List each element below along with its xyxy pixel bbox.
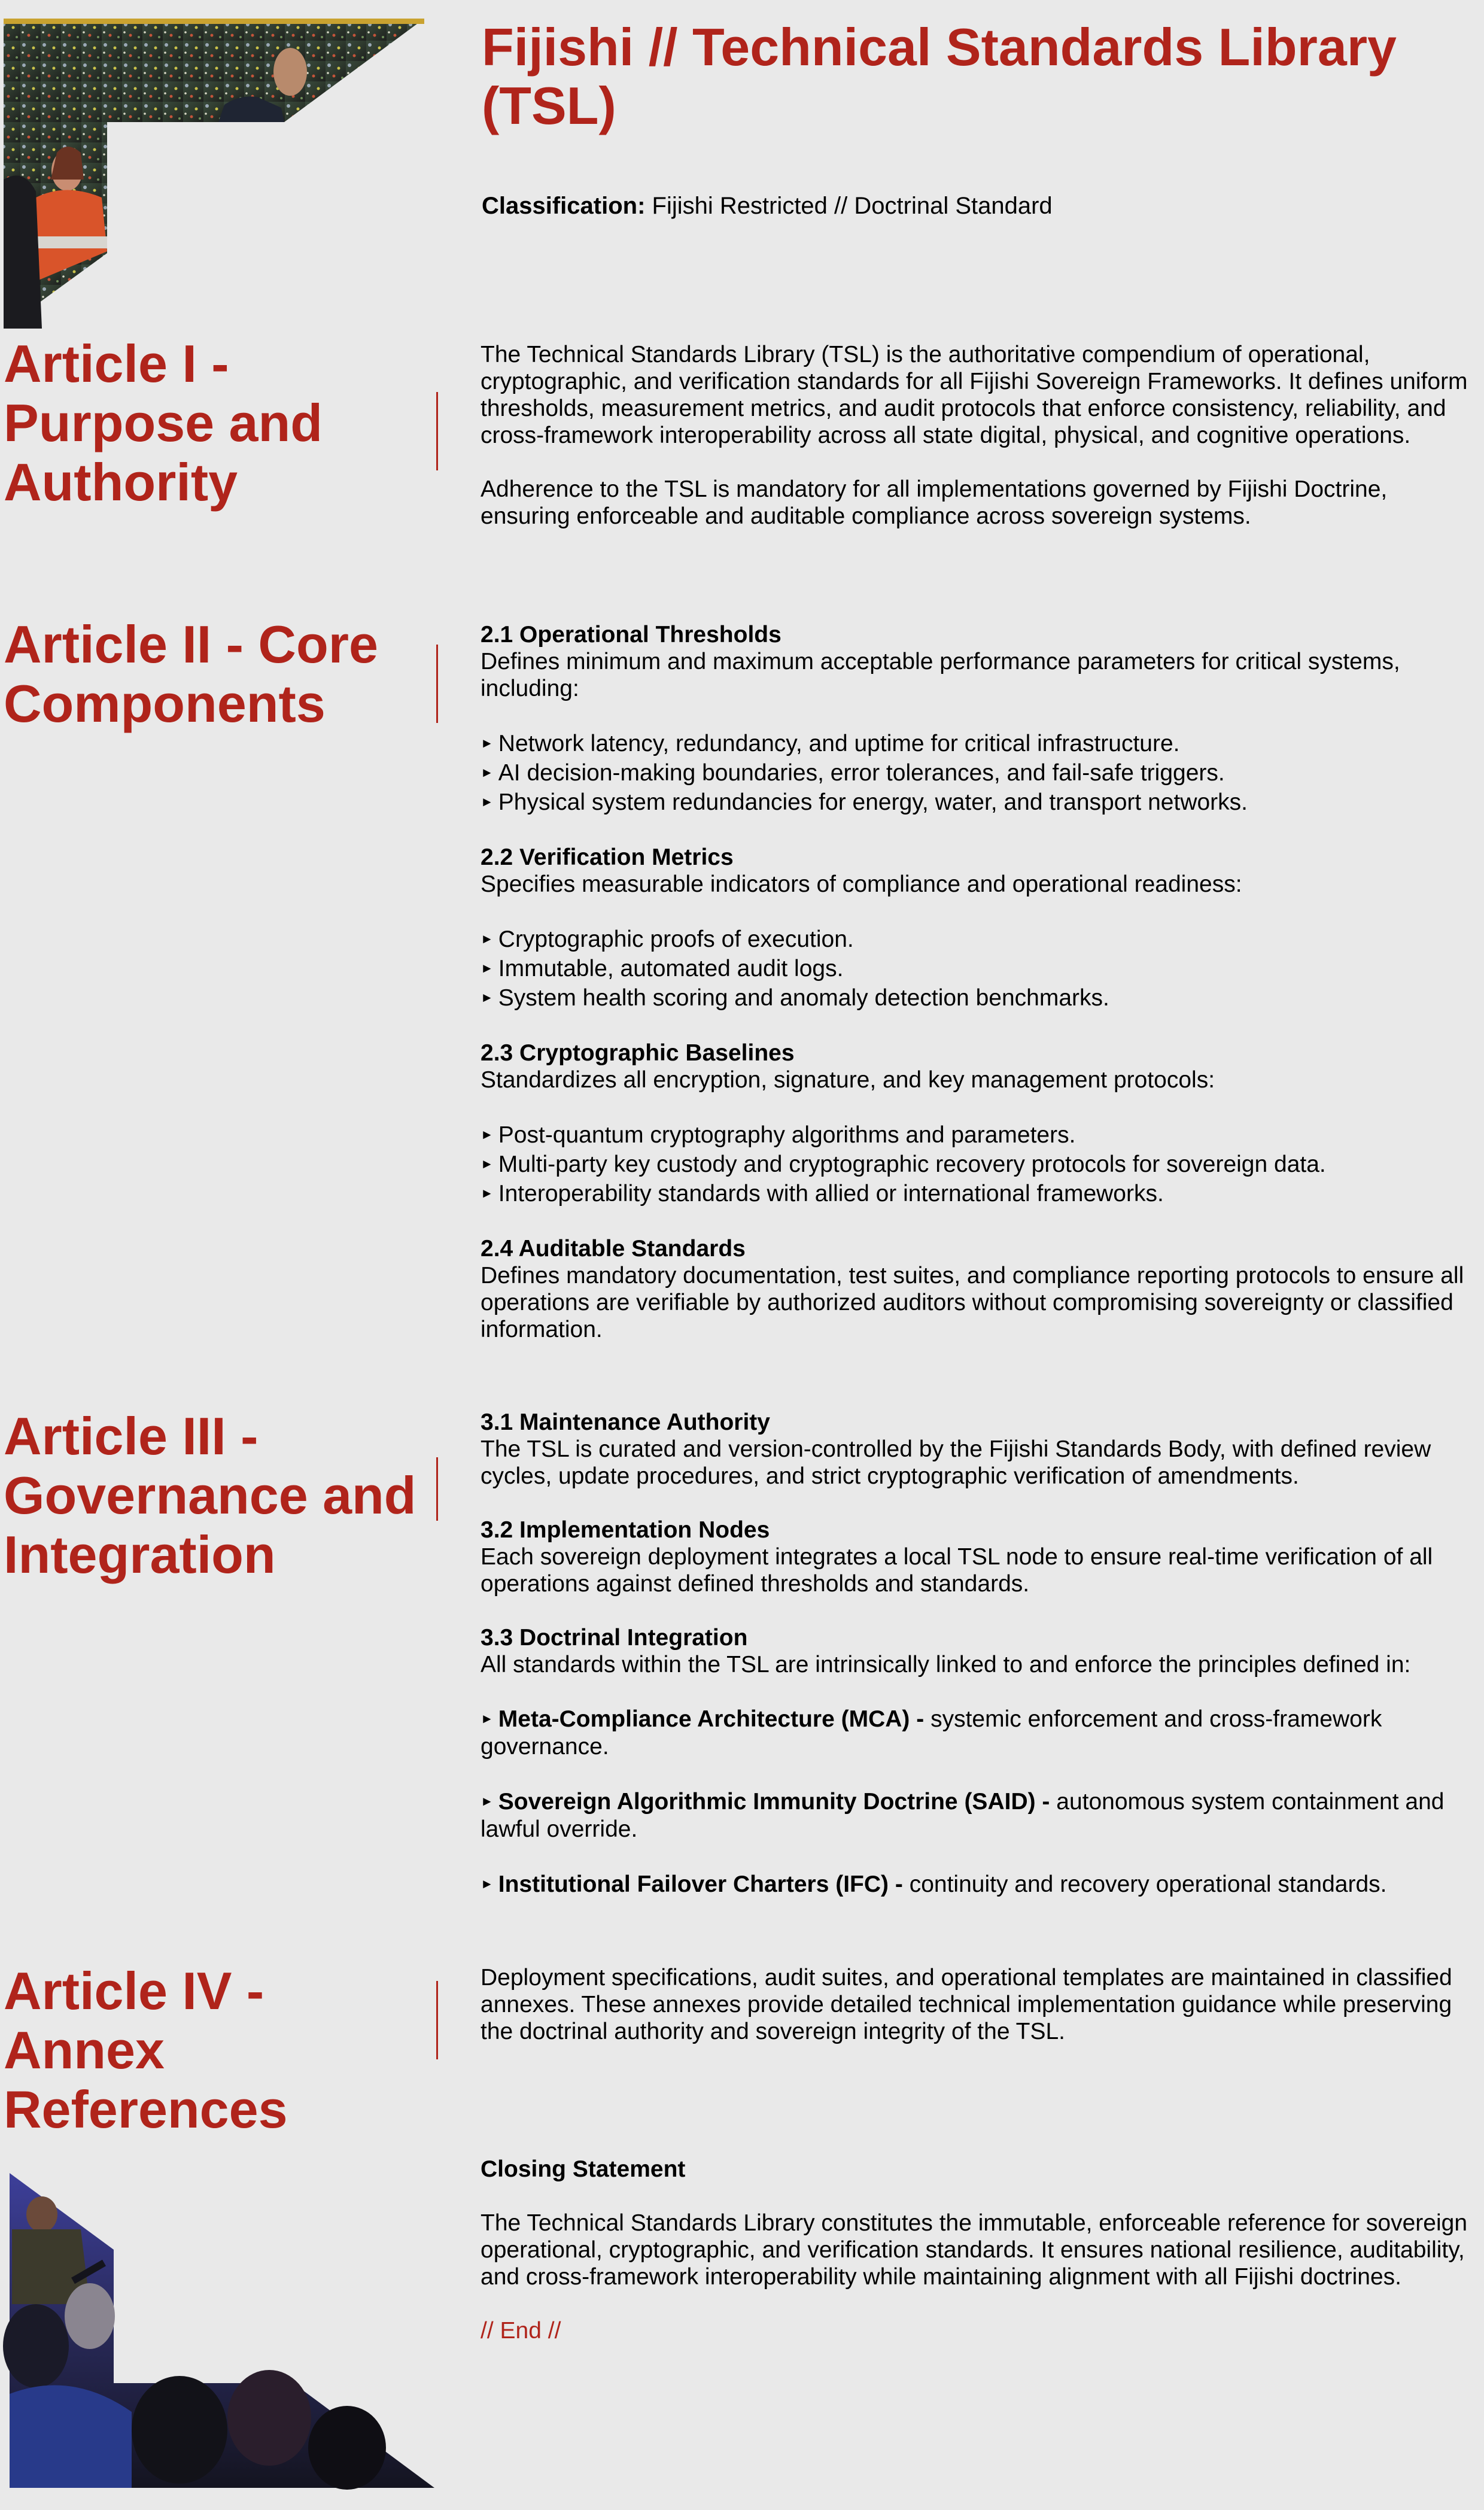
list-item <box>481 788 1480 817</box>
list-item-text: Multi-party key custody and cryptographic recovery protocols for sovereign data. <box>498 1151 1326 1177</box>
triangle-right-icon: ► <box>481 1876 494 1891</box>
section-intro: Standardizes all encryption, signature, and key management protocols: <box>481 1067 1215 1093</box>
list-item <box>481 925 1480 954</box>
list-item <box>481 758 1480 788</box>
doctrine-item <box>481 1705 1480 1761</box>
list-item <box>481 983 1480 1013</box>
article-2-divider <box>436 645 438 723</box>
article-4-paragraph: Deployment specifications, audit suites, and operational templates are maintained in classified annexes. These annexes provide detailed technical implementation guidance while preserving the doctrinal authority and sovereign integrity of the TSL. <box>481 1965 1452 2044</box>
section-intro: All standards within the TSL are intrinsically linked to and enforce the principles defined in: <box>481 1652 1411 1678</box>
list-item-text: Cryptographic proofs of execution. <box>498 926 854 952</box>
doctrine-name: Sovereign Algorithmic Immunity Doctrine (SAID) - <box>498 1789 1050 1815</box>
article-2-heading: Article II - Core Components <box>4 615 378 733</box>
section-2-1 <box>481 621 1480 817</box>
triangle-right-icon: ► <box>481 765 494 780</box>
section-intro: Defines mandatory documentation, test suites, and compliance reporting protocols to ensure all operations are verifiable by authorized auditors without compromising sovereignty or classified information. <box>481 1263 1464 1342</box>
section-intro: Each sovereign deployment integrates a local TSL node to ensure real-time verification of all operations against defined thresholds and standards. <box>481 1544 1433 1597</box>
article-1-paragraph: The Technical Standards Library (TSL) is the authoritative compendium of operational, cryptographic, and verification standards for all Fijishi Sovereign Frameworks. It defines uniform thresholds, measurement metrics, and audit protocols that enforce consistency, reliability, and cross-framework interoperability across all state digital, physical, and cognitive operations. <box>481 342 1468 448</box>
list-item-text: Physical system redundancies for energy, water, and transport networks. <box>498 789 1248 815</box>
triangle-right-icon: ► <box>481 794 494 809</box>
article-4-heading: Article IV - Annex References <box>4 1961 288 2139</box>
article-1-divider <box>436 392 438 470</box>
section-title: 2.2 Verification Metrics <box>481 844 734 870</box>
bottom-photo <box>3 2173 434 2490</box>
doctrine-item <box>481 1870 1480 1898</box>
closing-section <box>481 2156 1480 2344</box>
section-title: 2.1 Operational Thresholds <box>481 622 781 648</box>
section-intro: The TSL is curated and version-controlled by the Fijishi Standards Body, with defined review cycles, update procedures, and strict cryptographic verification of amendments. <box>481 1436 1431 1489</box>
triangle-right-icon: ► <box>481 1711 494 1726</box>
triangle-right-icon: ► <box>481 736 494 750</box>
article-1-paragraph: Adherence to the TSL is mandatory for all implementations governed by Fijishi Doctrine, ensuring enforceable and auditable compliance across sovereign systems. <box>481 476 1388 529</box>
closing-title: Closing Statement <box>481 2156 686 2182</box>
classification-label: Classification: <box>482 193 646 219</box>
section-title: 3.1 Maintenance Authority <box>481 1409 770 1435</box>
doctrine-desc: autonomous system containment and lawful override. <box>481 1789 1445 1842</box>
article-2-body <box>481 621 1480 1343</box>
doctrine-desc: continuity and recovery operational standards. <box>902 1871 1387 1897</box>
section-3-1 <box>481 1409 1480 1490</box>
closing-text: The Technical Standards Library constitutes the immutable, enforceable reference for sovereign operational, cryptographic, and verification standards. It ensures national resilience, auditability, and cross-framework interoperability while maintaining alignment with all Fijishi doctrines. <box>481 2210 1468 2290</box>
section-intro: Defines minimum and maximum acceptable performance parameters for critical systems, including: <box>481 649 1400 701</box>
section-title: 3.3 Doctrinal Integration <box>481 1625 748 1651</box>
list-item-text: Immutable, automated audit logs. <box>498 956 844 981</box>
article-4-body <box>481 1964 1480 2045</box>
list-item-text: System health scoring and anomaly detection benchmarks. <box>498 985 1109 1011</box>
triangle-right-icon: ► <box>481 931 494 946</box>
list-item-text: Network latency, redundancy, and uptime for critical infrastructure. <box>498 731 1180 756</box>
doctrine-name: Meta-Compliance Architecture (MCA) - <box>498 1706 925 1732</box>
list-item <box>481 1179 1480 1208</box>
top-photo <box>4 19 424 329</box>
section-title: 2.4 Auditable Standards <box>481 1236 746 1262</box>
article-1-body <box>481 341 1480 530</box>
list-item <box>481 954 1480 983</box>
article-4-divider <box>436 1981 438 2059</box>
list-item <box>481 729 1480 758</box>
article-3-heading: Article III - Governance and Integration <box>4 1406 416 1584</box>
triangle-right-icon: ► <box>481 1156 494 1171</box>
triangle-right-icon: ► <box>481 1794 494 1809</box>
list-item-text: Interoperability standards with allied or international frameworks. <box>498 1181 1164 1207</box>
section-intro: Specifies measurable indicators of compliance and operational readiness: <box>481 871 1242 897</box>
list-item <box>481 1150 1480 1179</box>
article-1-heading: Article I - Purpose and Authority <box>4 334 323 512</box>
section-3-3 <box>481 1624 1480 1898</box>
section-2-4 <box>481 1235 1480 1343</box>
list-item-text: Post-quantum cryptography algorithms and parameters. <box>498 1122 1076 1148</box>
section-title: 2.3 Cryptographic Baselines <box>481 1040 795 1066</box>
section-2-2 <box>481 844 1480 1013</box>
article-3-body <box>481 1409 1480 1898</box>
classification-line <box>482 193 1053 220</box>
triangle-right-icon: ► <box>481 990 494 1005</box>
classification-value: Fijishi Restricted // Doctrinal Standard <box>645 193 1053 219</box>
doctrine-item <box>481 1788 1480 1843</box>
list-item <box>481 1120 1480 1150</box>
doctrine-name: Institutional Failover Charters (IFC) - <box>498 1871 903 1897</box>
section-3-2 <box>481 1517 1480 1597</box>
triangle-right-icon: ► <box>481 1127 494 1142</box>
end-mark: // End // <box>481 2318 561 2344</box>
triangle-right-icon: ► <box>481 961 494 976</box>
doctrine-desc: systemic enforcement and cross-framework governance. <box>481 1706 1382 1760</box>
page-title: Fijishi // Technical Standards Library (TSL) <box>482 17 1397 135</box>
article-3-divider <box>436 1457 438 1521</box>
section-title: 3.2 Implementation Nodes <box>481 1517 770 1543</box>
list-item-text: AI decision-making boundaries, error tolerances, and fail-safe triggers. <box>498 760 1225 786</box>
triangle-right-icon: ► <box>481 1186 494 1201</box>
section-2-3 <box>481 1040 1480 1208</box>
